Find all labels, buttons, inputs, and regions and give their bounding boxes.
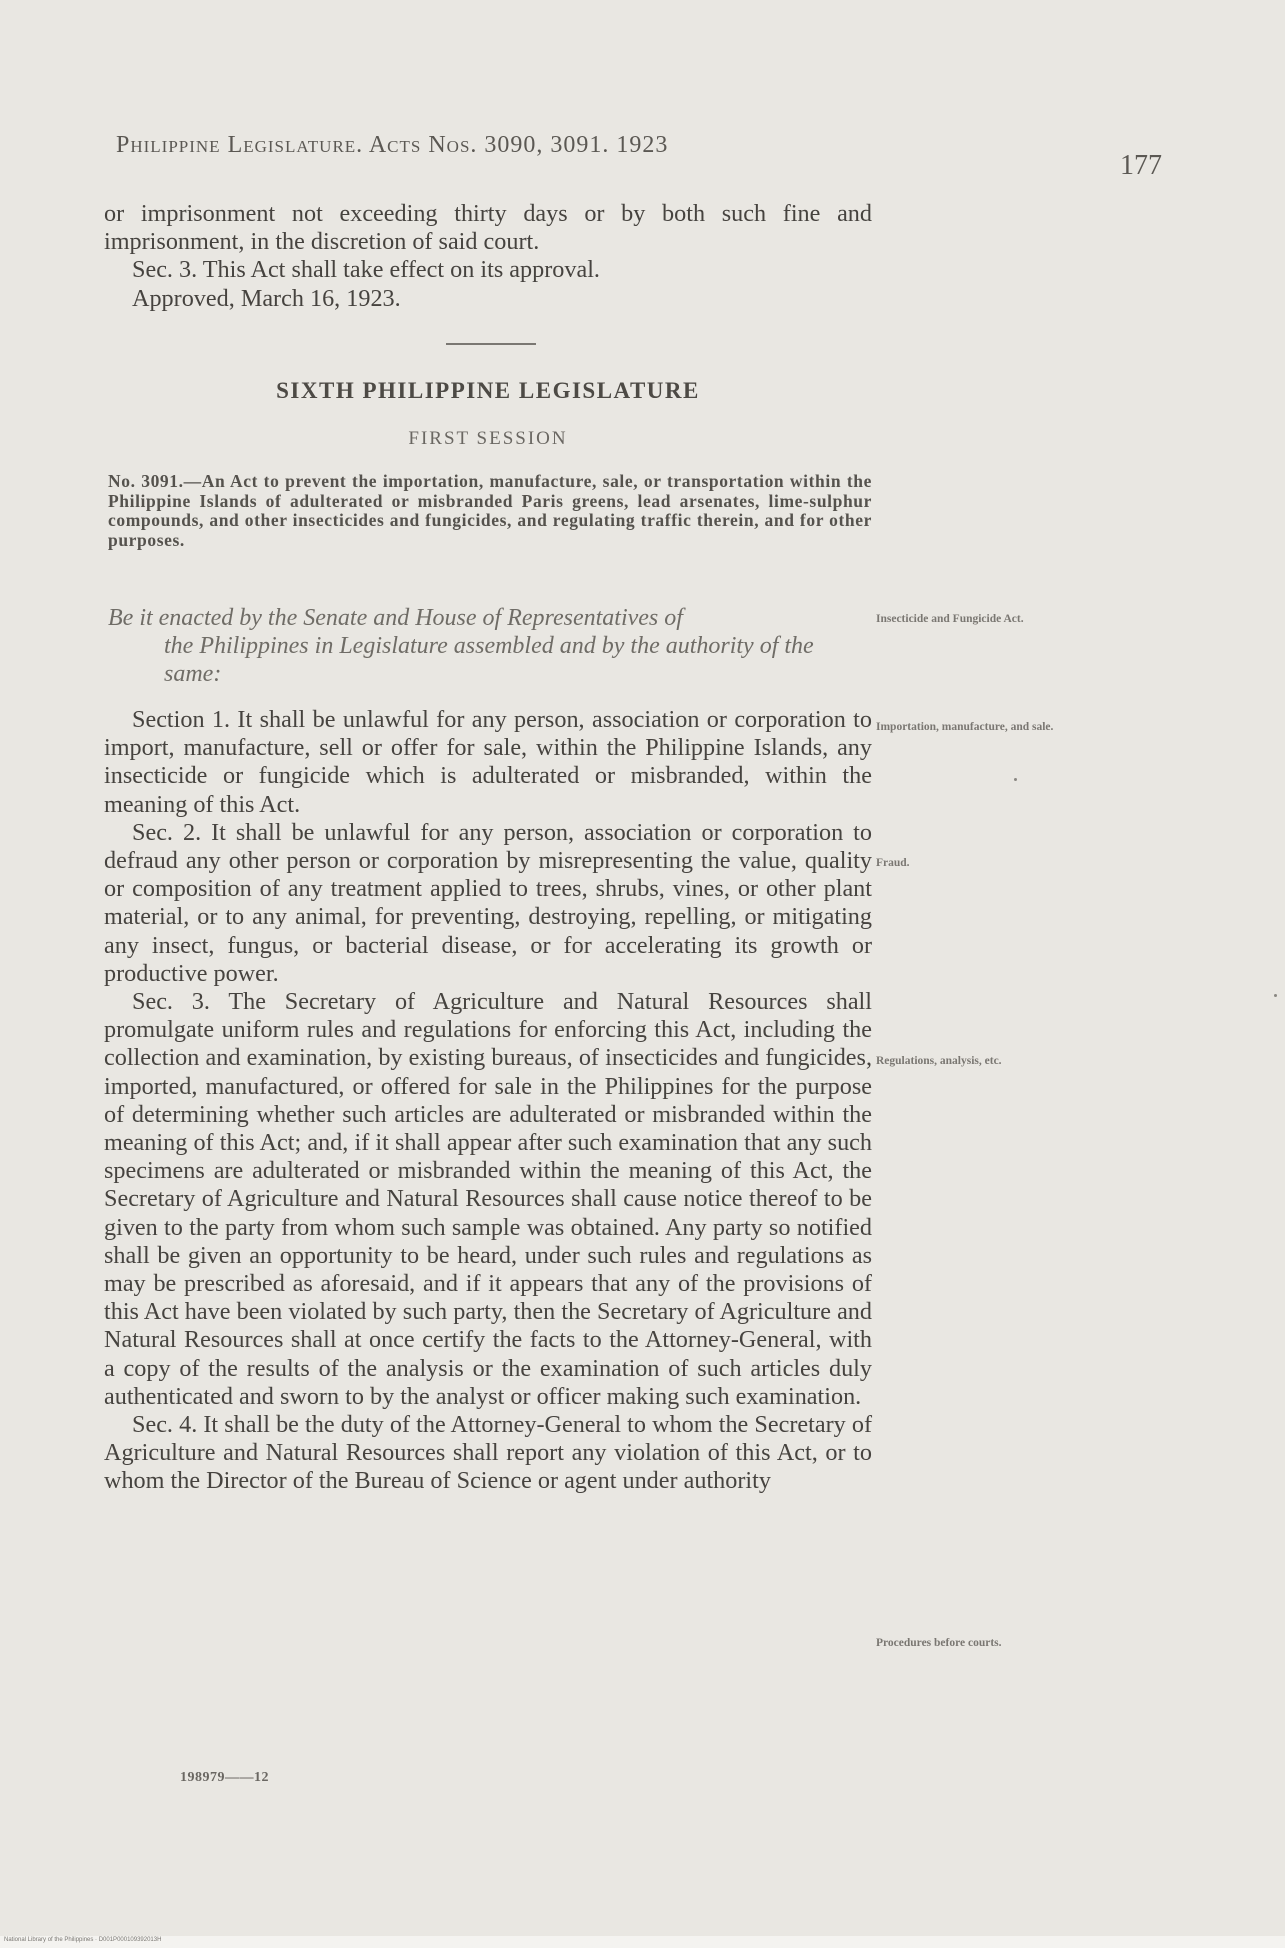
margin-note-fraud: Fraud. (876, 857, 910, 869)
approval-date: Approved, March 16, 1923. (132, 284, 401, 312)
enacting-clause (108, 604, 872, 688)
legislature-heading: SIXTH PHILIPPINE LEGISLATURE (276, 378, 700, 403)
act-title (108, 472, 872, 550)
enacting-clause-first: Be it enacted by the Senate and House of Representatives of (108, 605, 683, 631)
margin-note-insecticide: Insecticide and Fungicide Act. (876, 613, 1024, 625)
margin-note-regulations: Regulations, analysis, etc. (876, 1055, 1002, 1067)
session-heading: FIRST SESSION (408, 428, 568, 449)
speck (1274, 994, 1277, 997)
act-title-text: —An Act to prevent the importation, manufacture, sale, or transportation within the Philippine Islands of adulterated or misbranded Paris greens, lead arsenates, lime-sulphur compounds, and other insecticides and fungicides, and regulating traffic therein, and for other purposes. (108, 471, 872, 550)
act-sections (104, 706, 872, 1496)
section-4: Sec. 4. It shall be the duty of the Attorney-General to whom the Secretary of Agriculture and Natural Resources shall report any violation of this Act, or to whom the Director of the Bureau of Science or agent under authority (104, 1411, 872, 1495)
preceding-section-3: Sec. 3. This Act shall take effect on its approval. (132, 256, 600, 284)
scan-credit: National Library of the Philippines · D001P000109392013H (4, 1937, 162, 1943)
scan-credit-strip (0, 1936, 1285, 1948)
enacting-clause-rest: the Philippines in Legislature assembled and by the authority of the same: (164, 633, 814, 687)
section-1: Section 1. It shall be unlawful for any person, association or corporation to import, manufacture, sell or offer for sale, within the Philippine Islands, any insecticide or fungicide which is adulterated or misbranded, within the meaning of this Act. (104, 706, 872, 818)
speck (1014, 778, 1017, 781)
margin-note-procedures: Procedures before courts. (876, 1637, 1002, 1649)
act-number: No. 3091. (108, 471, 184, 491)
section-3: Sec. 3. The Secretary of Agriculture and Natural Resources shall promulgate uniform rules and regulations for enforcing this Act, including the collection and examination, by existing bureaus, of insecticides and fungicides, imported, manufactured, or offered for sale in the Philippines for the purpose of determining whether such articles are adulterated or misbranded within the meaning of this Act; and, if it shall appear after such examination that any such specimens are adulterated or misbranded within the meaning of this Act, the Secretary of Agriculture and Natural Resources shall cause notice thereof to be given to the party from whom such sample was obtained. Any party so notified shall be given an opportunity to be heard, under such rules and regulations as may be prescribed as aforesaid, and if it appears that any of the provisions of this Act have been violated by such party, then the Secretary of Agriculture and Natural Resources shall at once certify the facts to the Attorney-General, with a copy of the results of the analysis or the examination of such articles duly authenticated and sworn to by the analyst or officer making such examination. (104, 988, 872, 1410)
running-head: Philippine Legislature. Acts Nos. 3090, 3091. 1923 (116, 132, 669, 158)
preceding-act-ending (104, 200, 872, 313)
page-number: 177 (1120, 150, 1162, 181)
section-2: Sec. 2. It shall be unlawful for any person, association or corporation to defraud any other person or corporation by misrepresenting the value, quality or composition of any treatment applied to trees, shrubs, vines, or other plant material, or to any animal, for preventing, destroying, repelling, or mitigating any insect, fungus, or bacterial disease, or for accelerating its growth or productive power. (104, 818, 872, 987)
printer-code: 198979——12 (180, 1770, 269, 1785)
preceding-text: or imprisonment not exceeding thirty days or by both such fine and imprisonment, in the discretion of said court. (104, 200, 872, 256)
divider-rule (446, 343, 536, 345)
margin-note-importation: Importation, manufacture, and sale. (876, 721, 1054, 733)
